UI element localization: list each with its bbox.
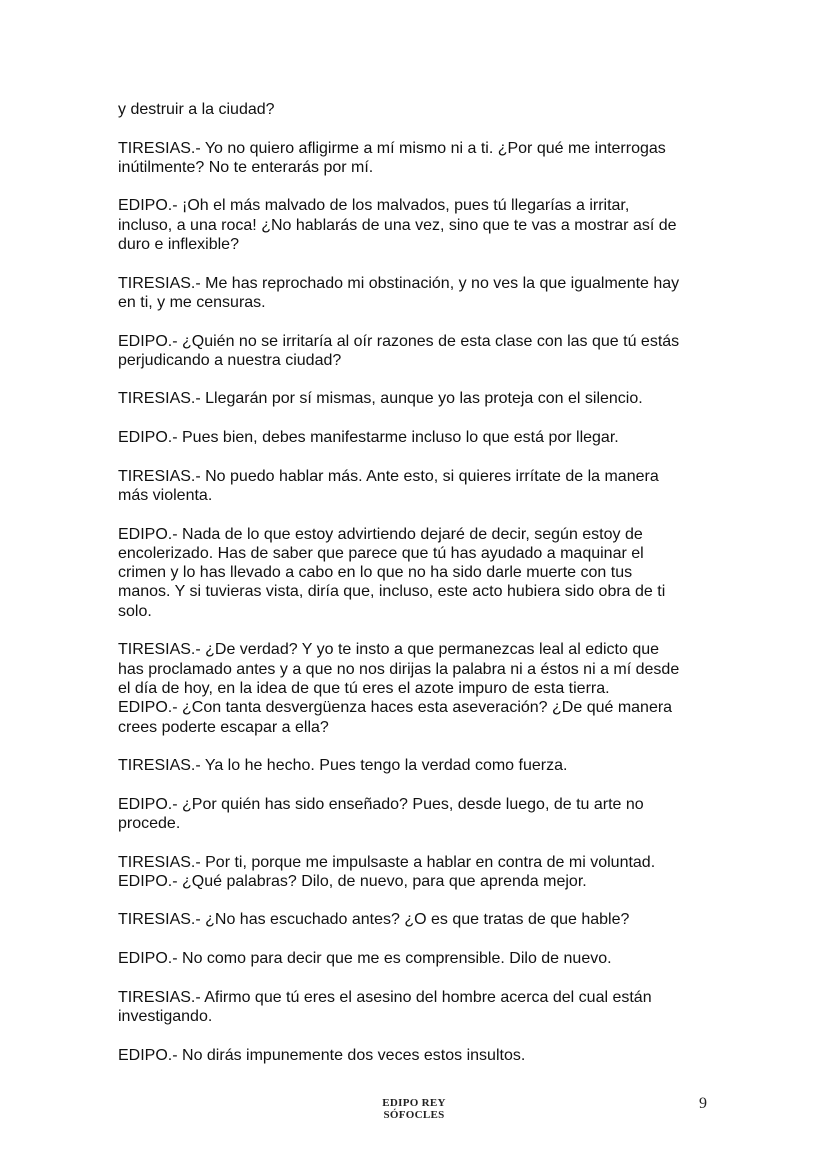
text-line: el día de hoy, en la idea de que tú eres el azote impuro de esta tierra.: [118, 679, 610, 697]
text-line: crimen y lo has llevado a cabo en lo que no ha sido darle muerte con tus: [118, 564, 633, 582]
text-line: EDIPO.- ¿Con tanta desvergüenza haces esta aseveración? ¿De qué manera: [118, 699, 673, 717]
text-line: incluso, a una roca! ¿No hablarás de una vez, sino que te vas a mostrar así de: [118, 216, 677, 234]
dialogue-paragraph: [118, 467, 738, 506]
dialogue-paragraph: [118, 1046, 738, 1065]
text-line: crees poderte escapar a ella?: [118, 718, 329, 736]
dialogue-paragraph: [118, 988, 738, 1027]
text-line: en ti, y me censuras.: [118, 293, 266, 311]
dialogue-paragraph: [118, 332, 738, 371]
dialogue-paragraph: [118, 196, 738, 254]
text-line: TIRESIAS.- Ya lo he hecho. Pues tengo la verdad como fuerza.: [118, 757, 568, 775]
text-line: duro e inflexible?: [118, 236, 239, 254]
text-line: EDIPO.- ¿Quién no se irritaría al oír razones de esta clase con las que tú estás: [118, 332, 680, 350]
text-line: más violenta.: [118, 486, 213, 504]
text-line: procede.: [118, 814, 181, 832]
text-line: encolerizado. Has de saber que parece que tú has ayudado a maquinar el: [118, 544, 644, 562]
dialogue-paragraph: [118, 100, 738, 119]
text-line: EDIPO.- ¿Qué palabras? Dilo, de nuevo, para que aprenda mejor.: [118, 872, 587, 890]
text-line: EDIPO.- No dirás impunemente dos veces estos insultos.: [118, 1046, 526, 1064]
text-line: y destruir a la ciudad?: [118, 101, 275, 118]
text-line: manos. Y si tuvieras vista, diría que, incluso, este acto hubiera sido obra de ti: [118, 583, 666, 601]
page-number: 9: [699, 1095, 707, 1112]
text-line: TIRESIAS.- Me has reprochado mi obstinación, y no ves la que igualmente hay: [118, 274, 680, 292]
text-line: EDIPO.- No como para decir que me es comprensible. Dilo de nuevo.: [118, 950, 612, 968]
text-line: EDIPO.- Nada de lo que estoy advirtiendo dejaré de decir, según estoy de: [118, 525, 643, 543]
footer-book-title: EDIPO REY: [382, 1097, 446, 1109]
text-line: TIRESIAS.- Yo no quiero afligirme a mí mismo ni a ti. ¿Por qué me interrogas: [118, 139, 666, 157]
dialogue-paragraph: [118, 525, 738, 621]
dialogue-paragraph: [118, 949, 738, 968]
footer-author: SÓFOCLES: [383, 1109, 445, 1121]
text-line: has proclamado antes y a que no nos dirijas la palabra ni a éstos ni a mí desde: [118, 660, 680, 678]
dialogue-paragraph: [118, 389, 738, 408]
dialogue-paragraph: [118, 274, 738, 313]
text-line: perjudicando a nuestra ciudad?: [118, 351, 342, 369]
text-line: TIRESIAS.- ¿De verdad? Y yo te insto a que permanezcas leal al edicto que: [118, 641, 660, 659]
text-line: TIRESIAS.- ¿No has escuchado antes? ¿O es que tratas de que hable?: [118, 911, 630, 929]
dialogue-paragraph: [118, 139, 738, 178]
dialogue-paragraph: [118, 640, 738, 736]
text-line: TIRESIAS.- Por ti, porque me impulsaste a hablar en contra de mi voluntad.: [118, 853, 656, 871]
dialogue-paragraph: [118, 795, 738, 834]
text-line: TIRESIAS.- Llegarán por sí mismas, aunque yo las proteja con el silencio.: [118, 390, 643, 408]
text-line: EDIPO.- ¿Por quién has sido enseñado? Pues, desde luego, de tu arte no: [118, 795, 644, 813]
text-line: EDIPO.- ¡Oh el más malvado de los malvados, pues tú llegarías a irritar,: [118, 197, 630, 215]
text-line: solo.: [118, 602, 152, 620]
document-body: [118, 100, 738, 1084]
dialogue-paragraph: [118, 853, 738, 892]
text-line: EDIPO.- Pues bien, debes manifestarme incluso lo que está por llegar.: [118, 429, 619, 447]
dialogue-paragraph: [118, 428, 738, 447]
dialogue-paragraph: [118, 756, 738, 775]
text-line: TIRESIAS.- No puedo hablar más. Ante esto, si quieres irrítate de la manera: [118, 467, 659, 485]
text-line: inútilmente? No te enterarás por mí.: [118, 158, 374, 176]
dialogue-paragraph: [118, 910, 738, 929]
text-line: investigando.: [118, 1007, 213, 1025]
text-line: TIRESIAS.- Afirmo que tú eres el asesino del hombre acerca del cual están: [118, 988, 652, 1006]
